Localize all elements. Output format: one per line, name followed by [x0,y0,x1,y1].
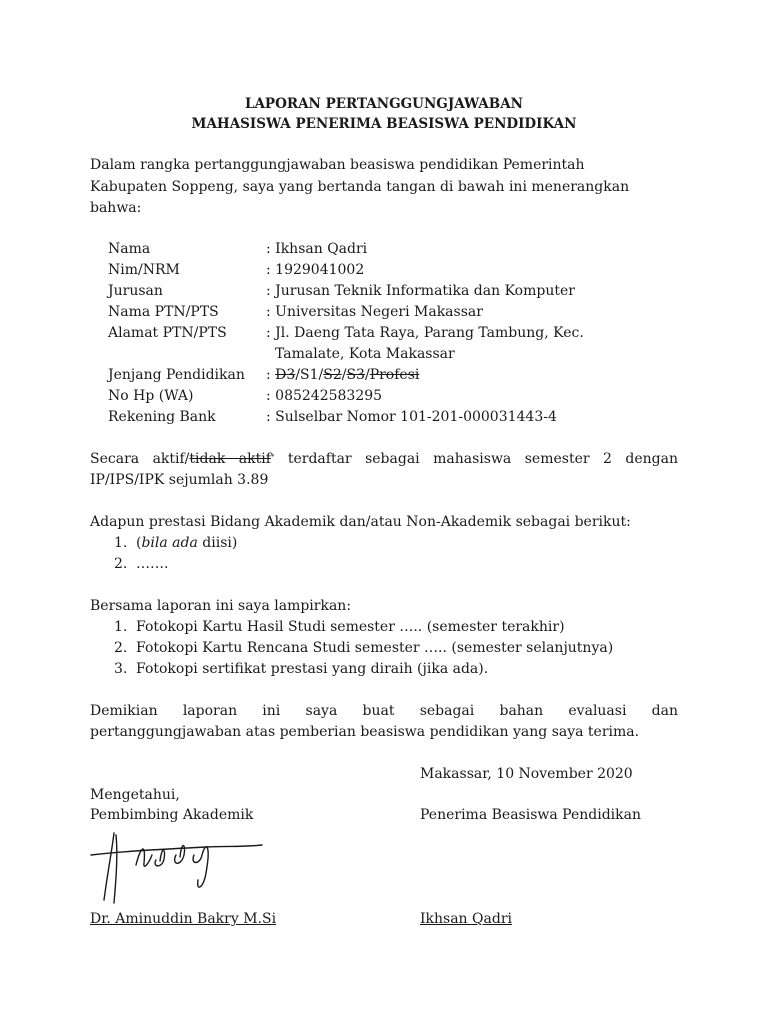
closing-line-1: Demikian laporan ini saya buat sebagai bahan evaluasi dan [90,703,678,719]
jenjang-d3-struck: D3 [275,367,296,383]
identity-label-jenjang: Jenjang Pendidikan [108,367,245,383]
identity-label-jurusan: Jurusan [108,283,163,299]
status-line-1 [90,449,678,469]
identity-label-alamat: Alamat PTN/PTS [108,325,227,341]
lampiran-item-2: Fotokopi Kartu Rencana Studi semester ….. (semester selanjutnya) [136,640,614,656]
identity-value-ptn: : Universitas Negeri Makassar [266,304,483,320]
identity-label-rekening: Rekening Bank [108,409,216,425]
prestasi-intro: Adapun prestasi Bidang Akademik dan/atau Non-Akademik sebagai berikut: [90,514,631,530]
prestasi-item-1-rest: diisi) [197,535,238,551]
jenjang-separator: /S1/ [295,367,324,383]
prestasi-item-2: ……. [136,556,169,572]
prestasi-item-1-italic: bila ada [141,535,198,551]
jenjang-separator: / [364,367,370,383]
colon: : [266,367,276,383]
lampiran-item-3: Fotokopi sertifikat prestasi yang diraih (jika ada). [136,661,489,677]
jenjang-s2-struck: S2 [323,367,342,383]
lampiran-item-3-number: 3. [114,661,128,677]
status-aktif: Secara aktif/ [90,451,190,467]
status-rest: terdaftar sebagai mahasiswa semester 2 dengan [274,451,678,467]
jenjang-profesi-struck: Profesi [369,367,420,383]
prestasi-item-2-number: 2. [114,556,128,572]
closing-line-2: pertanggungjawaban atas pemberian beasiswa pendidikan yang saya terima. [90,724,640,740]
intro-line-3: bahwa: [90,200,142,216]
identity-label-ptn: Nama PTN/PTS [108,304,219,320]
left-role: Pembimbing Akademik [90,807,254,823]
prestasi-item-1 [136,533,237,553]
identity-value-nama: : Ikhsan Qadri [266,241,368,257]
identity-value-jenjang [266,365,419,385]
identity-value-rekening: : Sulselbar Nomor 101-201-000031443-4 [266,409,557,425]
identity-label-nama: Nama [108,241,151,257]
document-title-line1: LAPORAN PERTANGGUNGJAWABAN [244,96,524,112]
identity-value-alamat: : Jl. Daeng Tata Raya, Parang Tambung, Kec. [266,325,584,341]
identity-value-nim: : 1929041002 [266,262,365,278]
left-heading: Mengetahui, [90,787,180,803]
intro-line-1: Dalam rangka pertanggungjawaban beasiswa pendidikan Pemerintah [90,157,585,173]
status-line-2: IP/IPS/IPK sejumlah 3.89 [90,472,269,488]
right-role: Penerima Beasiswa Pendidikan [420,807,641,823]
identity-value-alamat-line2: Tamalate, Kota Makassar [275,346,455,362]
left-signatory-name: Dr. Aminuddin Bakry M.Si [90,911,277,927]
identity-value-hp: : 085242583295 [266,388,383,404]
status-tidak-aktif-struck: tidak aktif [189,451,271,467]
identity-value-jurusan: : Jurusan Teknik Informatika dan Komputer [266,283,575,299]
prestasi-item-1-number: 1. [114,535,128,551]
jenjang-separator: / [341,367,347,383]
paren: ( [136,535,142,551]
place-date: Makassar, 10 November 2020 [420,766,633,782]
document-title-line2: MAHASISWA PENERIMA BEASISWA PENDIDIKAN [191,116,577,132]
lampiran-item-1: Fotokopi Kartu Hasil Studi semester ….. (semester terakhir) [136,619,565,635]
jenjang-s3-struck: S3 [346,367,365,383]
lampiran-intro: Bersama laporan ini saya lampirkan: [90,598,352,614]
intro-line-2: Kabupaten Soppeng, saya yang bertanda tangan di bawah ini menerangkan [90,179,630,195]
asterisk-footnote-mark: * [270,453,275,461]
lampiran-item-1-number: 1. [114,619,128,635]
lampiran-item-2-number: 2. [114,640,128,656]
handwritten-signature [86,825,266,910]
identity-label-nim: Nim/NRM [108,262,180,278]
right-signatory-name: Ikhsan Qadri [420,911,512,927]
identity-label-hp: No Hp (WA) [108,388,194,404]
